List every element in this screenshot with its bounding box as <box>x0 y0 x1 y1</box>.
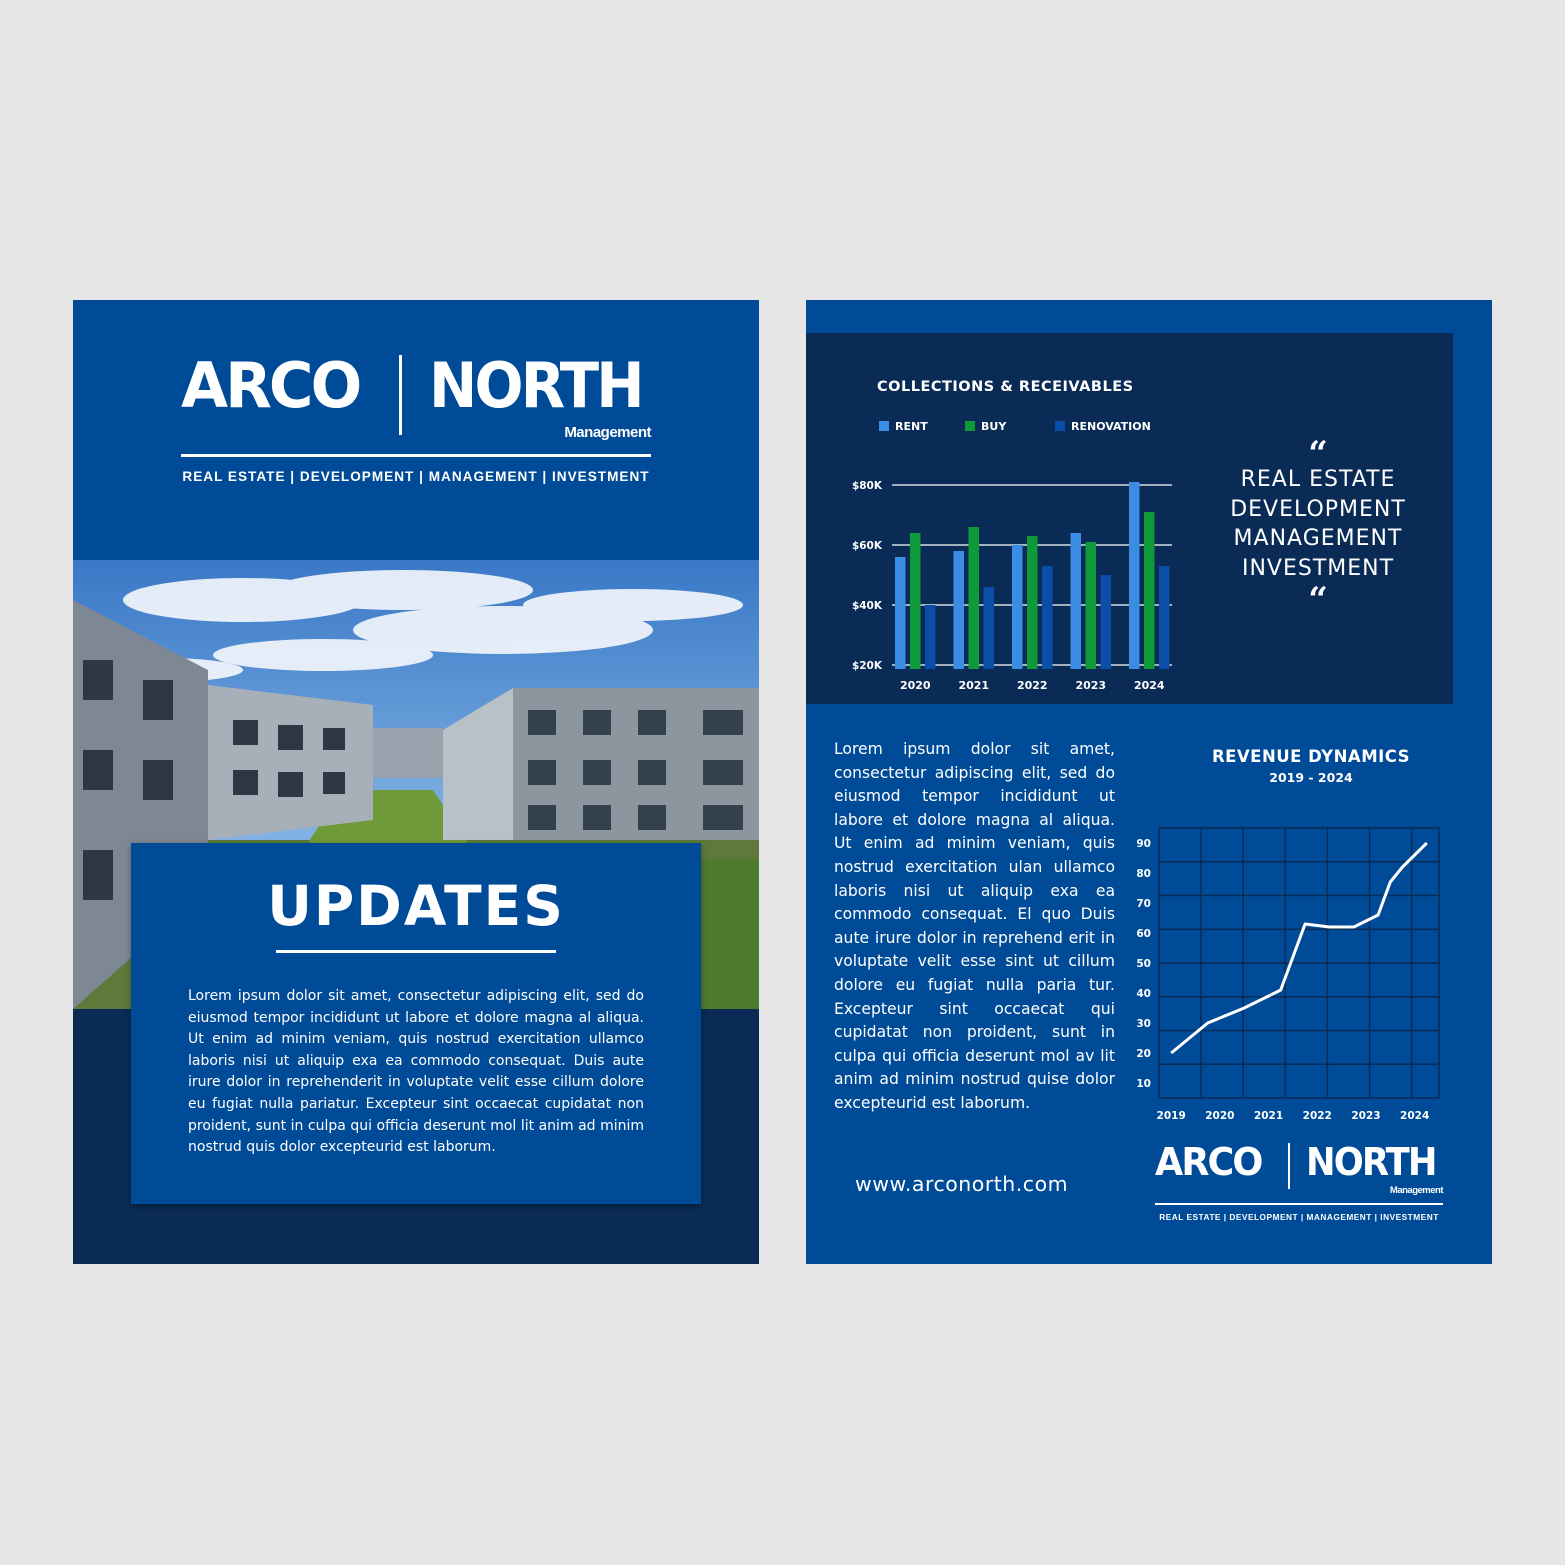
line-chart-y-axis <box>1136 838 1151 1090</box>
legend-swatch-rent <box>879 421 889 431</box>
bar-renovation-2021 <box>984 587 995 669</box>
revenue-series-line <box>1171 843 1427 1053</box>
quote-line: MANAGEMENT <box>1233 526 1403 551</box>
y-tick-label: 90 <box>1136 838 1151 850</box>
y-tick-label: 30 <box>1136 1018 1151 1030</box>
line-chart-subtitle: 2019 - 2024 <box>1269 770 1353 785</box>
front-page <box>73 300 759 1264</box>
bar-renovation-2023 <box>1101 575 1112 669</box>
back-page <box>806 300 1492 1264</box>
logo-tagline: REAL ESTATE | DEVELOPMENT | MANAGEMENT | INVESTMENT <box>182 469 650 484</box>
quote-line: REAL ESTATE <box>1240 467 1396 492</box>
updates-underline <box>276 950 556 953</box>
close-quote-mark: “ <box>1308 580 1328 620</box>
y-tick-label: $60K <box>851 540 882 552</box>
logo-divider <box>399 355 402 435</box>
bar-rent-2022 <box>1012 545 1023 669</box>
updates-panel <box>131 843 701 1204</box>
logo-tagline: REAL ESTATE | DEVELOPMENT | MANAGEMENT | INVESTMENT <box>1159 1212 1439 1222</box>
bar-rent-2023 <box>1071 533 1082 669</box>
bar-renovation-2022 <box>1042 566 1053 669</box>
x-tick-label: 2021 <box>958 679 990 692</box>
revenue-line-chart <box>1136 730 1463 1130</box>
bar-buy-2022 <box>1027 536 1038 669</box>
legend-label-renovation: RENOVATION <box>1071 420 1151 433</box>
y-tick-label: 10 <box>1136 1078 1151 1090</box>
x-tick-label: 2022 <box>1016 679 1048 692</box>
bar-rent-2021 <box>954 551 965 669</box>
updates-title: UPDATES <box>267 874 565 938</box>
logo-word-arco: ARCO <box>1155 1140 1262 1184</box>
x-tick-label: 2020 <box>899 679 931 692</box>
logo-divider <box>1288 1143 1290 1189</box>
quote-line: INVESTMENT <box>1241 555 1395 581</box>
logo-management: Management <box>564 424 651 441</box>
y-tick-label: $80K <box>851 480 882 492</box>
legend-label-buy: BUY <box>981 420 1007 433</box>
bar-chart-bars <box>895 482 1170 669</box>
y-tick-label: 70 <box>1136 898 1151 910</box>
x-tick-label: 2024 <box>1133 679 1165 692</box>
x-tick-label: 2021 <box>1253 1110 1284 1122</box>
bar-chart-x-axis <box>900 679 1165 692</box>
back-body-text: Lorem ipsum dolor sit amet, consectetur adipiscing elit, sed do eiusmod tempor incididunt ut labore et dolore magna al aliqua. Ut enim ad minim veniam, quis nostrud exercitation ulan ullamco laboris nisi ut aliquip exa ea commodo consequat. El quo Duis aute irure dolor in reprehend erit in voluptate velit esse sint ut cillum dolore eu fugiat nulla paria tur. Excepteur sint occaecat qui cupidatat non proident, sunt in culpa qui officia deserunt mol av lit anim ad minim nostrud quise dolor excepteurid est laborum. <box>834 740 1115 1112</box>
bar-buy-2020 <box>910 533 921 669</box>
collections-bar-chart <box>806 333 1206 704</box>
open-quote-mark: “ <box>1308 434 1328 474</box>
website-link[interactable]: www.arconorth.com <box>855 1172 1069 1196</box>
x-tick-label: 2022 <box>1302 1110 1332 1122</box>
updates-body-text: Lorem ipsum dolor sit amet, consectetur adipiscing elit, sed do eiusmod tempor incididunt ut labore et dolore magna al aliqua. Ut enim ad minim veniam, quis nostrud exercitation ullamco laboris nisi ut aliquip exa ea commodo consequat. Duis aute irure dolor in reprehenderit in voluptate velit esse cillum dolore eu fugiat nulla pariatur. Excepteur sint occaecat cupidatat non proident, sunt in culpa qui officia deserunt mol lit anim ad minim nostrud quis dolor excepteurid est laborum. <box>188 988 644 1156</box>
y-tick-label: $20K <box>851 660 882 672</box>
bar-rent-2024 <box>1129 482 1140 669</box>
logo-word-north: NORTH <box>1306 1140 1436 1184</box>
tagline-quote <box>1200 434 1436 620</box>
x-tick-label: 2023 <box>1075 679 1107 692</box>
bar-buy-2021 <box>969 527 980 669</box>
x-tick-label: 2020 <box>1205 1110 1235 1122</box>
line-chart-grid <box>1159 828 1439 1098</box>
bar-buy-2024 <box>1144 512 1155 669</box>
bar-chart-title: COLLECTIONS & RECEIVABLES <box>877 379 1134 395</box>
line-chart-x-axis <box>1157 1110 1430 1122</box>
x-tick-label: 2023 <box>1351 1110 1381 1122</box>
logo-rule <box>181 454 651 457</box>
front-header <box>73 300 759 560</box>
y-tick-label: 20 <box>1136 1048 1151 1060</box>
x-tick-label: 2024 <box>1400 1110 1430 1122</box>
logo-management: Management <box>1389 1185 1443 1196</box>
y-tick-label: 80 <box>1136 868 1151 880</box>
bar-rent-2020 <box>895 557 906 669</box>
y-tick-label: 60 <box>1136 928 1151 940</box>
logo-word-north: NORTH <box>429 349 642 422</box>
logo-rule <box>1155 1203 1443 1205</box>
collections-chart-panel <box>806 333 1453 704</box>
line-chart-title: REVENUE DYNAMICS <box>1211 747 1411 766</box>
quote-line: DEVELOPMENT <box>1230 496 1406 522</box>
bar-chart-legend <box>879 420 1151 433</box>
y-tick-label: 50 <box>1136 958 1151 970</box>
bar-renovation-2024 <box>1159 566 1170 669</box>
legend-swatch-buy <box>965 421 975 431</box>
bar-renovation-2020 <box>925 605 936 669</box>
legend-label-rent: RENT <box>895 420 928 433</box>
y-tick-label: 40 <box>1136 988 1151 1000</box>
y-tick-label: $40K <box>851 600 882 612</box>
bar-buy-2023 <box>1086 542 1097 669</box>
x-tick-label: 2019 <box>1156 1110 1186 1122</box>
logo-word-arco: ARCO <box>181 349 360 422</box>
bar-chart-y-axis <box>852 480 883 672</box>
legend-swatch-renovation <box>1055 421 1065 431</box>
